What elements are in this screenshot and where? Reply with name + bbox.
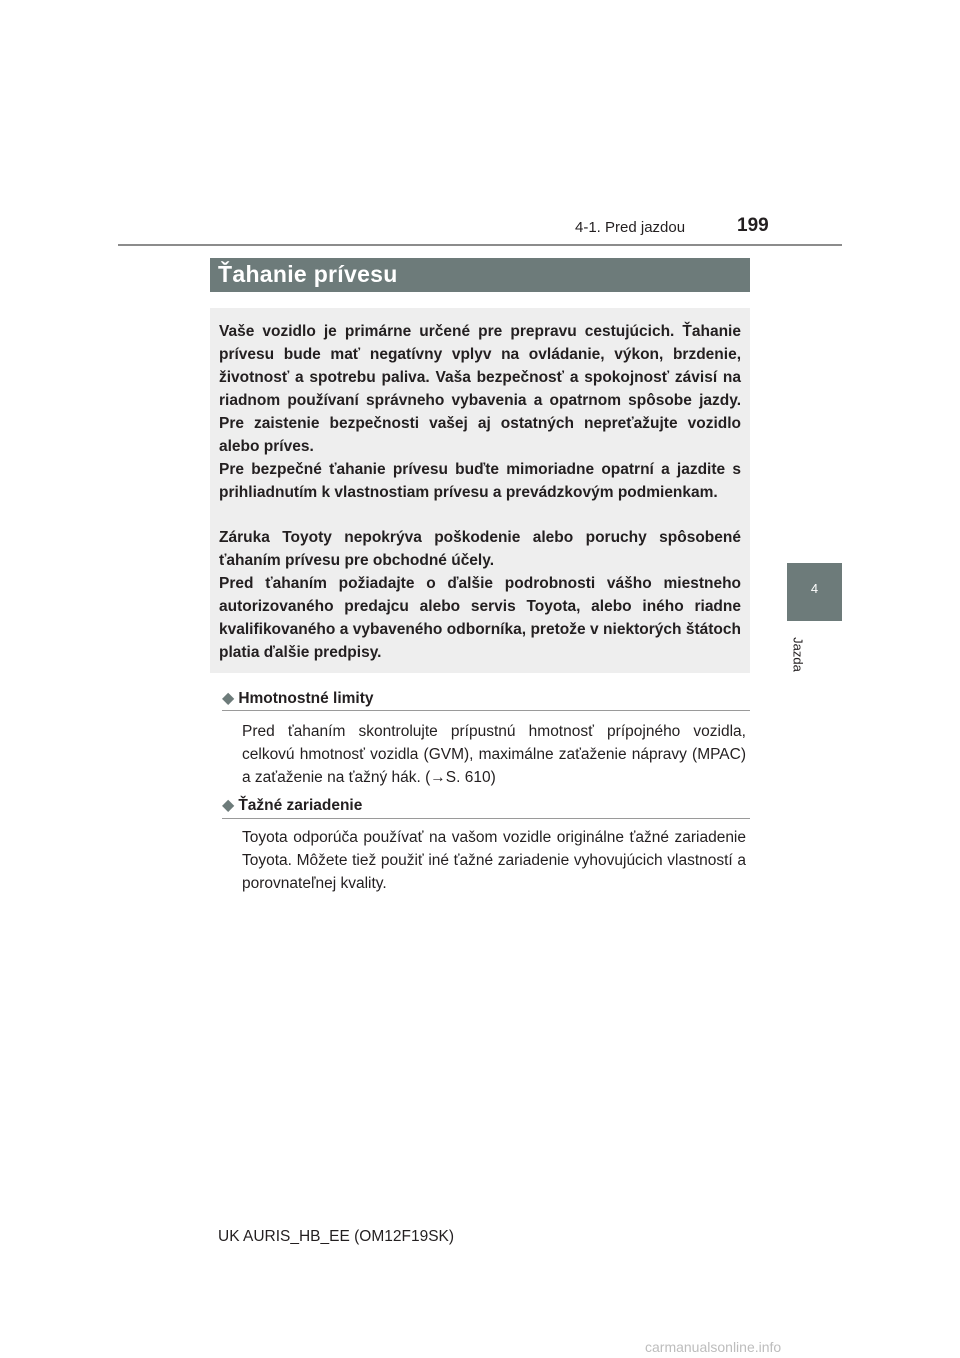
chapter-tab-label: Jazda	[790, 637, 806, 672]
chapter-tab	[787, 563, 842, 621]
page-number: 199	[737, 215, 769, 236]
section-label: 4-1. Pred jazdou	[575, 219, 686, 236]
intro-paragraph: Záruka Toyoty nepokrýva poškodenie alebo poruchy spôsobené ťahaním prívesu pre obchodné účely.	[219, 529, 741, 569]
intro-paragraph: Pred ťahaním požiadajte o ďalšie podrobnosti vášho miestneho autorizovaného predajcu alebo servis Toyota, alebo iného riadne kvalifikovaného a vybaveného odborníka, pretože v niektorých štátoch platia ďalšie predpisy.	[219, 575, 741, 661]
intro-paragraph: Pre bezpečné ťahanie prívesu buďte mimoriadne opatrní a jazdite s prihliadnutím k vlastnostiam prívesu a prevádzkovým podmienkam.	[219, 461, 741, 501]
chapter-tab-number: 4	[810, 581, 819, 596]
subsection-divider	[222, 818, 750, 819]
subsection-body: Toyota odporúča používať na vašom vozidle originálne ťažné zariadenie Toyota. Môžete tiež použiť iné ťažné zariadenie vyhovujúcich vlastností a porovnateľnej kvality.	[242, 829, 746, 892]
subsection-heading-text: Ťažné zariadenie	[238, 797, 363, 814]
header-divider	[118, 244, 842, 246]
model-code: UK AURIS_HB_EE (OM12F19SK)	[218, 1228, 455, 1245]
section-title: Ťahanie prívesu	[218, 261, 398, 287]
subsection-heading	[222, 688, 374, 708]
intro-box	[210, 308, 750, 673]
intro-paragraph: Vaše vozidlo je primárne určené pre prepravu cestujúcich. Ťahanie prívesu bude mať negatívny vplyv na ovládanie, výkon, brzdenie, životnosť a spotrebu paliva. Vaša bezpečnosť a spokojnosť závisí na riadnom používaní správneho vybavenia a opatrnom spôsobe jazdy. Pre zaistenie bezpečnosti vašej aj ostatných nepreťažujte vozidlo alebo príves.	[219, 323, 741, 455]
section-title-band	[210, 258, 750, 292]
subsection-divider	[222, 710, 750, 711]
subsection-body: Pred ťahaním skontrolujte prípustnú hmotnosť prípojného vozidla, celkovú hmotnosť vozidla (GVM), maximálne zaťaženie nápravy (MPAC) a zaťaženie na ťažný hák. (→S. 610)	[242, 723, 746, 786]
watermark-text: carmanualsonline.info	[645, 1339, 782, 1355]
subsection-heading	[222, 795, 362, 815]
subsection-heading-text: Hmotnostné limity	[238, 690, 374, 707]
diamond-bullet-icon: ◆	[222, 690, 235, 707]
diamond-bullet-icon: ◆	[222, 797, 235, 814]
